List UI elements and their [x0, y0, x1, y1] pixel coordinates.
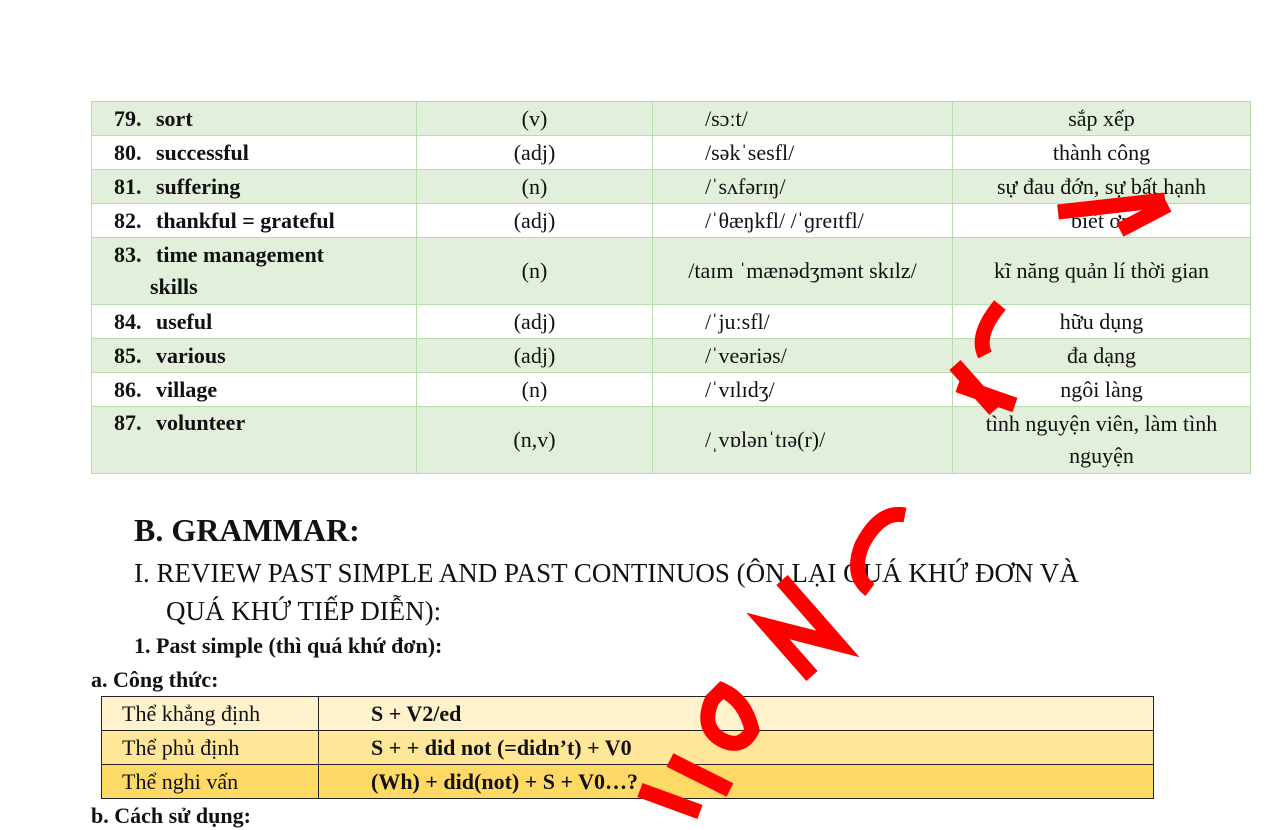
vocab-ipa: /ˈθæŋkfl/ /ˈɡreɪtfl/ — [653, 204, 953, 238]
formula-row — [102, 731, 1154, 765]
vocab-row — [92, 305, 1251, 339]
review-heading-line1: I. REVIEW PAST SIMPLE AND PAST CONTINUOS (ÔN LẠI QUÁ KHỨ ĐƠN VÀ — [134, 558, 1079, 588]
vocab-number: 81. — [114, 173, 142, 199]
vocab-row — [92, 373, 1251, 407]
vocab-meaning: sự đau đớn, sự bất hạnh — [953, 170, 1251, 204]
review-heading-line2: QUÁ KHỨ TIẾP DIỄN): — [166, 596, 442, 626]
vocab-row — [92, 339, 1251, 373]
vocab-ipa: /ˈsʌfərɪŋ/ — [653, 170, 953, 204]
vocab-word — [92, 305, 417, 339]
vocab-row — [92, 204, 1251, 238]
vocabulary-table — [91, 101, 1251, 474]
past-simple-heading: 1. Past simple (thì quá khứ đơn): — [134, 633, 443, 658]
vocab-ipa: /ˈjuːsfl/ — [653, 305, 953, 339]
vocab-term: successful — [156, 139, 249, 165]
formula-value: S + V2/ed — [319, 697, 1154, 731]
vocab-number: 79. — [114, 105, 142, 131]
vocab-ipa: /ˈvɪlɪdʒ/ — [653, 373, 953, 407]
vocab-meaning: thành công — [953, 136, 1251, 170]
vocab-word — [92, 136, 417, 170]
vocab-pos: (v) — [417, 102, 653, 136]
vocab-meaning: ngôi làng — [953, 373, 1251, 407]
vocab-number: 80. — [114, 139, 142, 165]
vocab-pos: (n,v) — [417, 407, 653, 474]
vocab-pos: (adj) — [417, 204, 653, 238]
vocab-ipa: /ˌvɒlənˈtɪə(r)/ — [653, 407, 953, 474]
formula-row — [102, 765, 1154, 799]
vocab-term: useful — [156, 308, 213, 334]
formula-value: (Wh) + did(not) + S + V0…? — [319, 765, 1154, 799]
vocab-pos: (n) — [417, 373, 653, 407]
vocab-number: 86. — [114, 376, 142, 402]
vocab-ipa: /taɪm ˈmænədʒmənt skɪlz/ — [653, 238, 953, 305]
vocab-meaning: đa dạng — [953, 339, 1251, 373]
formula-value: S + + did not (=didn’t) + V0 — [319, 731, 1154, 765]
vocab-word — [92, 102, 417, 136]
vocab-term: sort — [156, 105, 193, 131]
formula-heading: a. Công thức: — [91, 667, 219, 692]
vocab-meaning: tình nguyện viên, làm tình nguyện — [953, 407, 1251, 474]
vocab-term: various — [156, 342, 226, 368]
vocab-term: volunteer — [156, 410, 246, 435]
vocab-number: 83. — [114, 242, 142, 267]
formula-table — [101, 696, 1154, 799]
vocab-meaning: kĩ năng quản lí thời gian — [953, 238, 1251, 305]
vocab-number: 82. — [114, 207, 142, 233]
formula-label: Thể nghi vấn — [102, 765, 319, 799]
usage-heading: b. Cách sử dụng: — [91, 803, 251, 828]
vocab-pos: (adj) — [417, 305, 653, 339]
vocab-word — [92, 339, 417, 373]
vocab-row — [92, 238, 1251, 305]
vocab-term: suffering — [156, 173, 241, 199]
formula-label: Thể khẳng định — [102, 697, 319, 731]
vocab-row — [92, 102, 1251, 136]
vocab-row — [92, 136, 1251, 170]
review-heading — [134, 554, 1214, 630]
vocab-word — [92, 373, 417, 407]
vocab-term: time management — [156, 242, 325, 267]
formula-label: Thể phủ định — [102, 731, 319, 765]
vocab-meaning: biết ơn — [953, 204, 1251, 238]
vocab-meaning: sắp xếp — [953, 102, 1251, 136]
vocab-ipa: /sɔːt/ — [653, 102, 953, 136]
vocab-ipa: /ˈveəriəs/ — [653, 339, 953, 373]
vocab-number: 84. — [114, 308, 142, 334]
vocab-pos: (n) — [417, 238, 653, 305]
grammar-heading: B. GRAMMAR: — [134, 512, 360, 548]
vocab-term-continued: skills — [150, 274, 198, 299]
formula-row — [102, 697, 1154, 731]
vocab-meaning: hữu dụng — [953, 305, 1251, 339]
vocab-word — [92, 170, 417, 204]
vocab-term: thankful = grateful — [156, 207, 335, 233]
vocab-pos: (n) — [417, 170, 653, 204]
vocab-pos: (adj) — [417, 136, 653, 170]
vocab-word — [92, 407, 417, 474]
vocab-number: 87. — [114, 410, 142, 435]
vocab-row — [92, 170, 1251, 204]
vocab-ipa: /səkˈsesfl/ — [653, 136, 953, 170]
vocab-word — [92, 238, 417, 305]
vocab-row — [92, 407, 1251, 474]
vocab-term: village — [156, 376, 218, 402]
vocab-pos: (adj) — [417, 339, 653, 373]
vocab-number: 85. — [114, 342, 142, 368]
vocab-word — [92, 204, 417, 238]
